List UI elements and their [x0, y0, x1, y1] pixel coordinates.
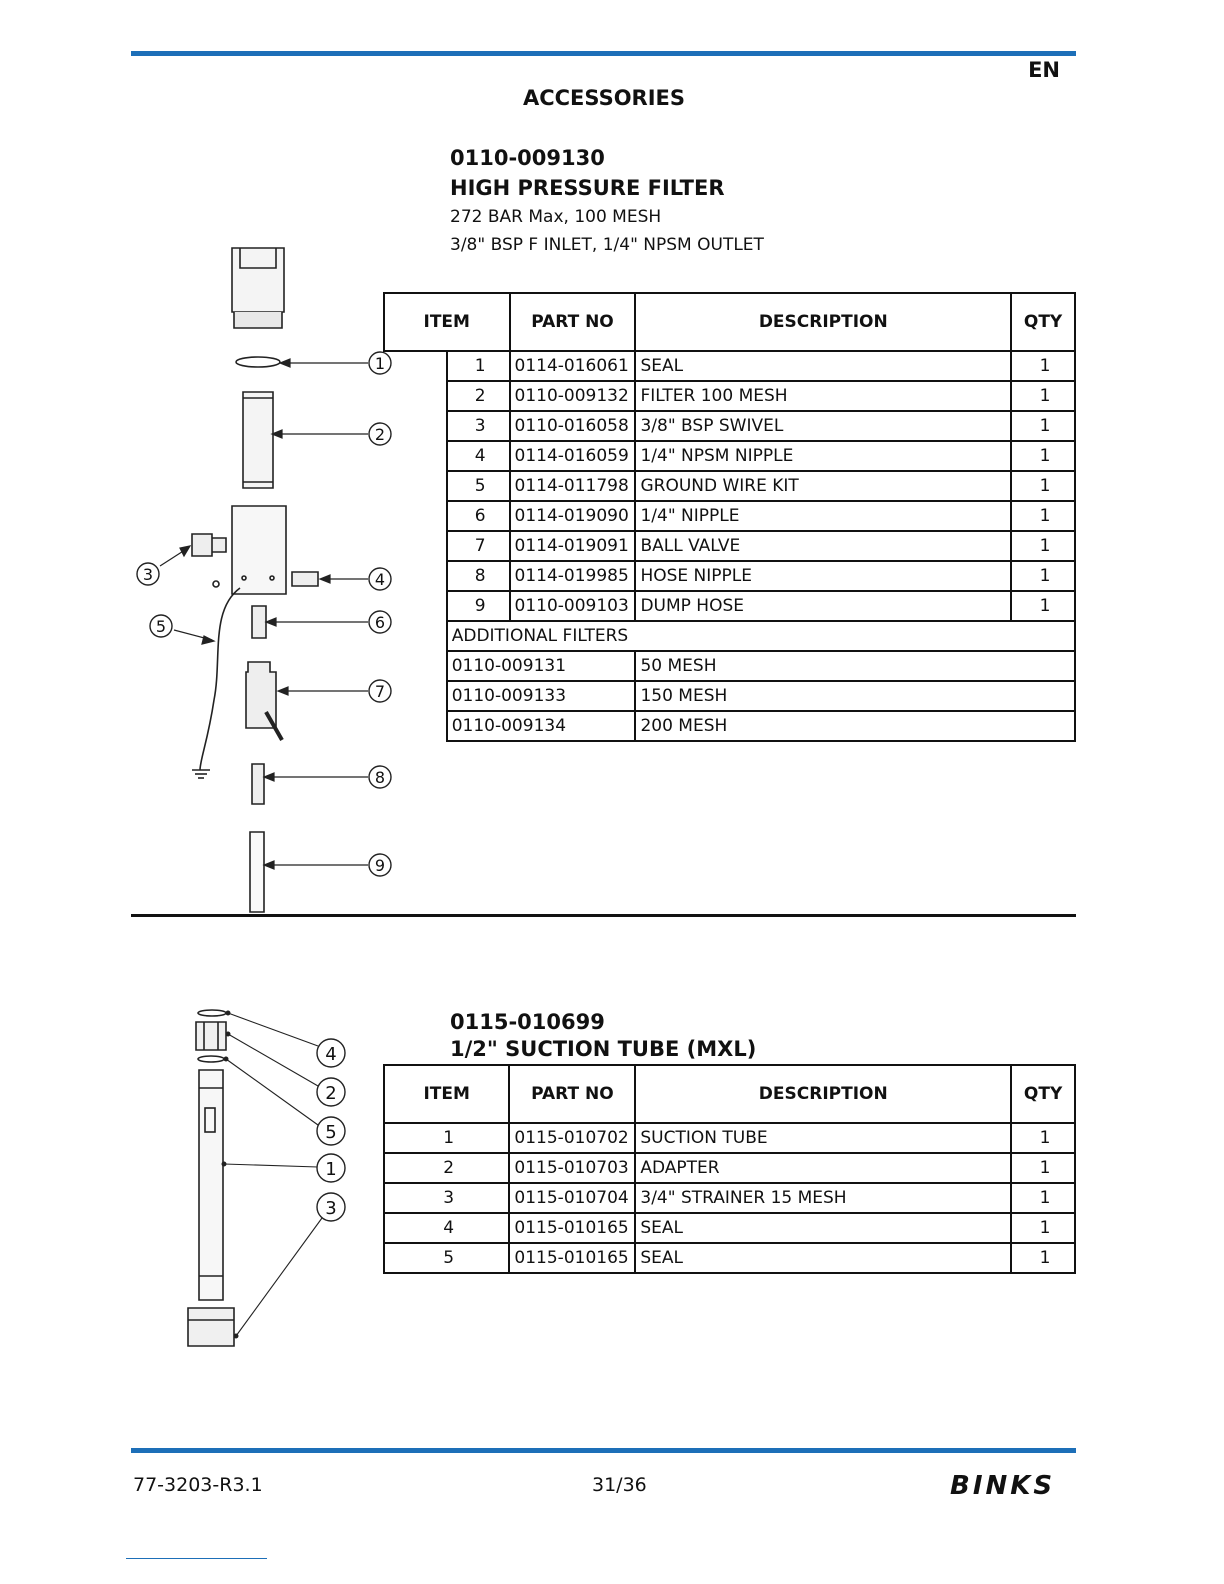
seal-part — [198, 1010, 226, 1016]
qty-cell: 1 — [1011, 591, 1075, 621]
part-no-cell: 0110-009132 — [510, 381, 636, 411]
item-cell: 4 — [447, 441, 510, 471]
part-no-cell: 0114-019985 — [510, 561, 636, 591]
svg-text:6: 6 — [374, 613, 386, 632]
brand-logo: BINKS — [950, 1471, 1056, 1501]
bottom-rule — [131, 1448, 1076, 1453]
part-no-cell: 0114-016061 — [510, 351, 636, 381]
table-row — [384, 1183, 1075, 1213]
filter-part-number: 0110-009130 — [450, 146, 605, 170]
table-row — [384, 681, 1075, 711]
suction-table-header — [384, 1065, 1075, 1123]
item-cell: 5 — [447, 471, 510, 501]
col-part-no: PART NO — [510, 293, 636, 351]
svg-text:2: 2 — [325, 1083, 337, 1104]
qty-cell: 1 — [1011, 381, 1075, 411]
description-cell: 1/4" NIPPLE — [635, 501, 1011, 531]
qty-cell: 1 — [1011, 561, 1075, 591]
part-no-cell: 0115-010704 — [509, 1183, 635, 1213]
col-qty: QTY — [1011, 1065, 1075, 1123]
part-no-cell: 0114-011798 — [510, 471, 636, 501]
suction-part-number: 0115-010699 — [450, 1010, 605, 1034]
qty-cell: 1 — [1011, 441, 1075, 471]
callout-4 — [317, 1039, 345, 1067]
item-cell: 2 — [447, 381, 510, 411]
qty-cell: 1 — [1011, 351, 1075, 381]
filter-parts-table — [383, 292, 1076, 742]
description-cell: ADAPTER — [635, 1153, 1011, 1183]
item-cell: 7 — [447, 531, 510, 561]
part-no-cell: 0110-016058 — [510, 411, 636, 441]
item-cell: 6 — [447, 501, 510, 531]
item-cell: 2 — [384, 1153, 509, 1183]
part-no-cell: 0115-010702 — [509, 1123, 635, 1153]
additional-filters-row — [384, 621, 1075, 651]
qty-cell: 1 — [1011, 1183, 1075, 1213]
callout-3 — [317, 1193, 345, 1221]
item-cell: 3 — [447, 411, 510, 441]
description-cell: SEAL — [635, 1243, 1011, 1273]
part-no-cell: 0114-019090 — [510, 501, 636, 531]
description-cell: 200 MESH — [635, 711, 1075, 741]
svg-text:4: 4 — [374, 570, 386, 589]
table-row — [384, 531, 1075, 561]
section-title: ACCESSORIES — [522, 86, 686, 110]
table-row — [384, 651, 1075, 681]
description-cell: 3/4" STRAINER 15 MESH — [635, 1183, 1011, 1213]
suction-parts-table — [383, 1064, 1076, 1274]
item-cell: 1 — [384, 1123, 509, 1153]
part-no-cell: 0110-009103 — [510, 591, 636, 621]
description-cell: DUMP HOSE — [635, 591, 1011, 621]
qty-cell: 1 — [1011, 471, 1075, 501]
description-cell: HOSE NIPPLE — [635, 561, 1011, 591]
item-cell: 1 — [447, 351, 510, 381]
svg-text:9: 9 — [374, 856, 386, 875]
table-row — [384, 411, 1075, 441]
table-row — [384, 441, 1075, 471]
svg-text:3: 3 — [325, 1198, 337, 1219]
svg-text:1: 1 — [374, 354, 386, 373]
description-cell: SUCTION TUBE — [635, 1123, 1011, 1153]
part-no-cell: 0115-010703 — [509, 1153, 635, 1183]
table-row — [384, 1153, 1075, 1183]
filter-spec-2: 3/8" BSP F INLET, 1/4" NPSM OUTLET — [450, 235, 764, 255]
table-row — [384, 1213, 1075, 1243]
suction-title: 1/2" SUCTION TUBE (MXL) — [450, 1037, 757, 1061]
col-item: ITEM — [384, 293, 510, 351]
svg-text:5: 5 — [155, 617, 167, 636]
description-cell: 1/4" NPSM NIPPLE — [635, 441, 1011, 471]
item-cell: 4 — [384, 1213, 509, 1243]
description-cell: 150 MESH — [635, 681, 1075, 711]
svg-text:8: 8 — [374, 768, 386, 787]
qty-cell: 1 — [1011, 531, 1075, 561]
col-part-no: PART NO — [509, 1065, 635, 1123]
callout-2 — [317, 1078, 345, 1106]
filter-spec-1: 272 BAR Max, 100 MESH — [450, 207, 662, 227]
callout-5 — [317, 1117, 345, 1145]
item-cell: 3 — [384, 1183, 509, 1213]
item-cell: 9 — [447, 591, 510, 621]
svg-text:1: 1 — [325, 1159, 337, 1180]
table-row — [384, 1243, 1075, 1273]
svg-text:3: 3 — [142, 565, 154, 584]
suction-tube-diagram — [0, 0, 380, 1360]
additional-filters-label: ADDITIONAL FILTERS — [447, 621, 1075, 651]
filter-title: HIGH PRESSURE FILTER — [450, 176, 725, 200]
seal-part — [198, 1056, 224, 1062]
document-number: 77-3203-R3.1 — [133, 1474, 263, 1496]
item-cell: 8 — [447, 561, 510, 591]
table-row — [384, 561, 1075, 591]
table-row — [384, 351, 1075, 381]
part-no-cell: 0114-016059 — [510, 441, 636, 471]
part-no-cell: 0110-009131 — [447, 651, 636, 681]
description-cell: 50 MESH — [635, 651, 1075, 681]
description-cell: SEAL — [635, 351, 1011, 381]
qty-cell: 1 — [1011, 1123, 1075, 1153]
suction-tube-part — [199, 1070, 223, 1300]
svg-text:4: 4 — [325, 1044, 337, 1065]
qty-cell: 1 — [1011, 1153, 1075, 1183]
part-no-cell: 0114-019091 — [510, 531, 636, 561]
callout-1 — [317, 1154, 345, 1182]
description-cell: 3/8" BSP SWIVEL — [635, 411, 1011, 441]
table-row — [384, 1123, 1075, 1153]
table-row — [384, 591, 1075, 621]
qty-cell: 1 — [1011, 411, 1075, 441]
table-row — [384, 471, 1075, 501]
strainer-part — [188, 1308, 234, 1346]
col-qty: QTY — [1011, 293, 1075, 351]
qty-cell: 1 — [1011, 1243, 1075, 1273]
part-no-cell: 0110-009133 — [447, 681, 636, 711]
page-number: 31/36 — [592, 1474, 647, 1496]
svg-text:7: 7 — [374, 682, 386, 701]
description-cell: BALL VALVE — [635, 531, 1011, 561]
table-row — [384, 711, 1075, 741]
qty-cell: 1 — [1011, 501, 1075, 531]
filter-table-header — [384, 293, 1075, 351]
footer-underline — [126, 1558, 267, 1559]
part-no-cell: 0110-009134 — [447, 711, 636, 741]
qty-cell: 1 — [1011, 1213, 1075, 1243]
table-row — [384, 381, 1075, 411]
description-cell: FILTER 100 MESH — [635, 381, 1011, 411]
adapter-part — [196, 1022, 226, 1050]
table-row — [384, 501, 1075, 531]
col-description: DESCRIPTION — [635, 1065, 1011, 1123]
language-label: EN — [1028, 58, 1060, 82]
svg-text:2: 2 — [374, 425, 386, 444]
svg-text:5: 5 — [325, 1122, 337, 1143]
part-no-cell: 0115-010165 — [509, 1243, 635, 1273]
description-cell: SEAL — [635, 1213, 1011, 1243]
col-item: ITEM — [384, 1065, 509, 1123]
item-cell: 5 — [384, 1243, 509, 1273]
description-cell: GROUND WIRE KIT — [635, 471, 1011, 501]
part-no-cell: 0115-010165 — [509, 1213, 635, 1243]
col-description: DESCRIPTION — [635, 293, 1011, 351]
